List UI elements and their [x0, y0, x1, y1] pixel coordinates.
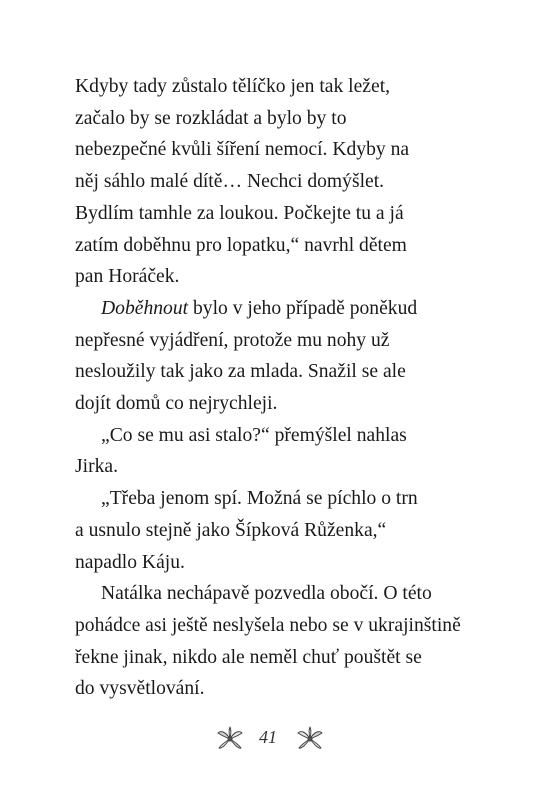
text-line: Natálka nechápavě pozvedla obočí. O této [101, 583, 432, 605]
page-footer [0, 722, 534, 762]
text-line: Kdyby tady zůstalo tělíčko jen tak ležet, [75, 76, 391, 97]
text-fragment: bylo v jeho případě poněkud [188, 297, 418, 319]
text-line: něj sáhlo malé dítě… Nechci domýšlet. [75, 171, 385, 193]
paragraph-first-line [75, 293, 475, 325]
text-line: „Co se mu asi stalo?“ přemýšlel nahlas [101, 424, 407, 446]
text-line: nesloužily tak jako za mlada. Snažil se ale [75, 361, 406, 383]
text-line: pan Horáček. [75, 266, 180, 288]
flower-icon [292, 724, 328, 754]
text-line: začalo by se rozkládat a bylo by to [75, 107, 347, 129]
text-line: Bydlím tamhle za loukou. Počkejte tu a já [75, 202, 404, 224]
text-line: „Třeba jenom spí. Možná se píchlo o trn [101, 488, 418, 510]
text-line: pohádce asi ještě neslyšela nebo se v ukrajinštině [75, 614, 461, 636]
italic-word: Doběhnout [101, 297, 189, 319]
flower-icon [212, 724, 248, 754]
text-line: do vysvětlování. [75, 678, 205, 700]
body-text [75, 71, 475, 705]
text-line: Jirka. [75, 456, 118, 478]
text-line: nebezpečné kvůli šíření nemocí. Kdyby na [75, 139, 410, 161]
text-line: řekne jinak, nikdo ale neměl chuť pouštět se [75, 646, 422, 668]
page-number: 41 [259, 727, 277, 747]
text-line: a usnulo stejně jako Šípková Růženka,“ [75, 519, 387, 541]
text-line: zatím doběhnu pro lopatku,“ navrhl dětem [75, 234, 407, 256]
text-line: napadlo Káju. [75, 551, 185, 573]
text-line: nepřesné vyjádření, protože mu nohy už [75, 329, 390, 351]
text-line: dojít domů co nejrychleji. [75, 393, 278, 415]
